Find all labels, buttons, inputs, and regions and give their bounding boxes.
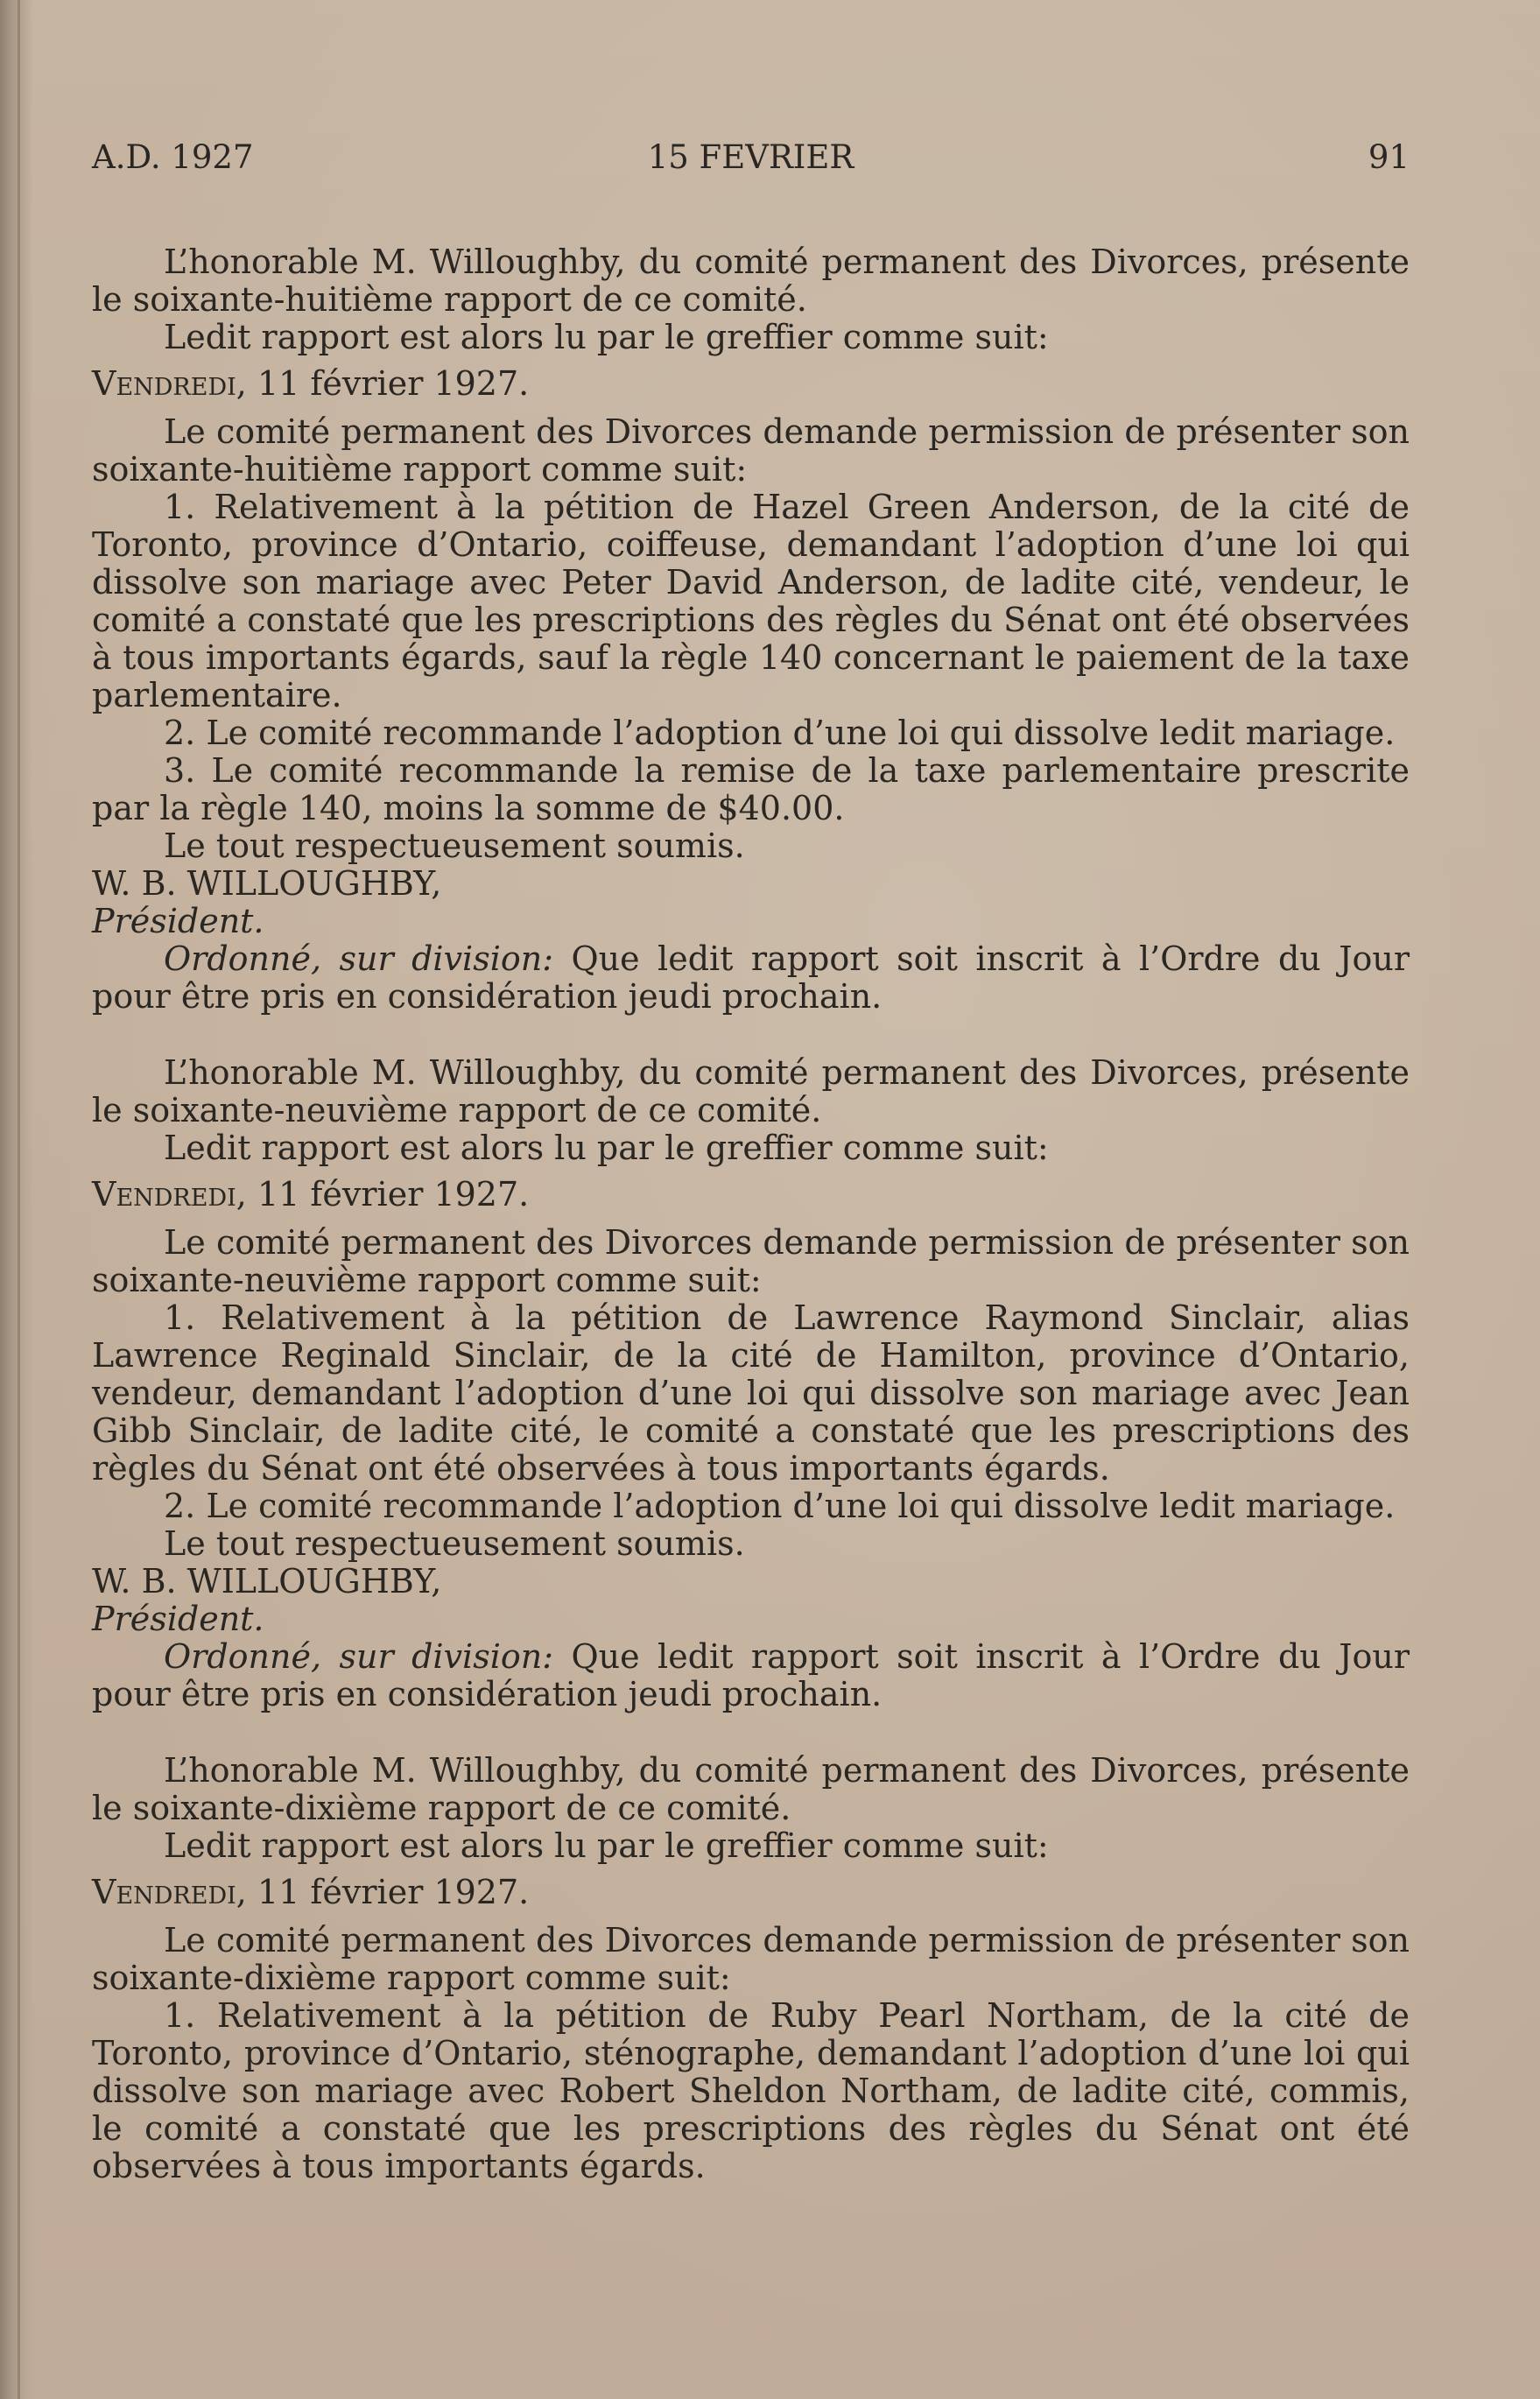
report-signer-title: Président. (92, 902, 264, 940)
report-order (92, 1638, 1410, 1713)
report-date-day: Vendredi (92, 1175, 236, 1214)
report-date-rest: , 11 février 1927. (236, 1175, 530, 1214)
report-date-rest: , 11 février 1927. (236, 1873, 530, 1911)
report-item: 2. Le comité recommande l’adoption d’une loi qui dissolve ledit mariage. (164, 714, 1396, 752)
report-signer-title: Président. (92, 1600, 264, 1638)
report-intro: L’honorable M. Willoughby, du comité permanent des Divorces, présente le soixante-neuvième rapport de ce comité. (92, 1053, 1410, 1129)
section-gap (92, 1016, 1410, 1054)
header-year: A.D. 1927 (92, 138, 254, 176)
report-70 (92, 1752, 1410, 2185)
report-69 (92, 1054, 1410, 1713)
report-item: 3. Le comité recommande la remise de la taxe parlementaire prescrite par la règle 140, moins la somme de $40.00. (92, 751, 1410, 827)
report-request: Le comité permanent des Divorces demande permission de présenter son soixante-neuvième rapport comme suit: (92, 1223, 1410, 1299)
report-closing: Le tout respectueusement soumis. (164, 1524, 745, 1563)
report-request: Le comité permanent des Divorces demande permission de présenter son soixante-dixième rapport comme suit: (92, 1921, 1410, 1997)
report-68 (92, 243, 1410, 1016)
page-body (92, 243, 1410, 2185)
running-header (92, 138, 1410, 182)
report-item: 1. Relativement à la pétition de Lawrence Raymond Sinclair, alias Lawrence Reginald Sinclair, de la cité de Hamilton, province d’Ontario, vendeur, demandant l’adoption d’une loi qui dissolve son mariage avec Jean Gibb Sinclair, de ladite cité, le comité a constaté que les prescriptions des règles du Sénat ont été observées à tous importants égards. (92, 1298, 1410, 1488)
report-read-line: Ledit rapport est alors lu par le greffier comme suit: (164, 318, 1049, 356)
report-date (92, 1874, 1410, 1911)
header-date: 15 FEVRIER (647, 138, 854, 176)
report-order-text: Que ledit rapport soit inscrit à l’Ordre du Jour pour être pris en considération jeudi prochain. (92, 939, 1410, 1016)
report-closing: Le tout respectueusement soumis. (164, 827, 745, 865)
report-item: 1. Relativement à la pétition de Ruby Pearl Northam, de la cité de Toronto, province d’Ontario, sténographe, demandant l’adoption d’une loi qui dissolve son mariage avec Robert Sheldon Northam, de ladite cité, commis, le comité a constaté que les prescriptions des règles du Sénat ont été observées à tous importants égards. (92, 1996, 1410, 2185)
report-order-label: Ordonné, sur division: (164, 939, 554, 978)
report-signer: W. B. WILLOUGHBY, (92, 864, 442, 903)
report-item: 1. Relativement à la pétition de Hazel Green Anderson, de la cité de Toronto, province d’Ontario, coiffeuse, demandant l’adoption d’une loi qui dissolve son mariage avec Peter David Anderson, de ladite cité, vendeur, le comité a constaté que les prescriptions des règles du Sénat ont été observées à tous importants égards, sauf la règle 140 concernant le paiement de la taxe parlementaire. (92, 488, 1410, 714)
page-binding-edge (0, 0, 33, 2399)
report-order (92, 940, 1410, 1016)
report-signer: W. B. WILLOUGHBY, (92, 1562, 442, 1601)
section-gap (92, 1713, 1410, 1752)
report-read-line: Ledit rapport est alors lu par le greffier comme suit: (164, 1129, 1049, 1167)
report-date-day: Vendredi (92, 364, 236, 403)
report-date-day: Vendredi (92, 1873, 236, 1911)
page-number: 91 (1368, 138, 1410, 176)
report-request: Le comité permanent des Divorces demande permission de présenter son soixante-huitième rapport comme suit: (92, 412, 1410, 489)
report-date (92, 1176, 1410, 1214)
report-read-line: Ledit rapport est alors lu par le greffier comme suit: (164, 1826, 1049, 1865)
report-item: 2. Le comité recommande l’adoption d’une loi qui dissolve ledit mariage. (164, 1487, 1396, 1525)
report-intro: L’honorable M. Willoughby, du comité permanent des Divorces, présente le soixante-huitième rapport de ce comité. (92, 243, 1410, 319)
report-intro: L’honorable M. Willoughby, du comité permanent des Divorces, présente le soixante-dixième rapport de ce comité. (92, 1751, 1410, 1827)
report-date (92, 365, 1410, 403)
report-order-text: Que ledit rapport soit inscrit à l’Ordre du Jour pour être pris en considération jeudi prochain. (92, 1637, 1410, 1713)
report-date-rest: , 11 février 1927. (236, 364, 530, 403)
report-order-label: Ordonné, sur division: (164, 1637, 554, 1676)
